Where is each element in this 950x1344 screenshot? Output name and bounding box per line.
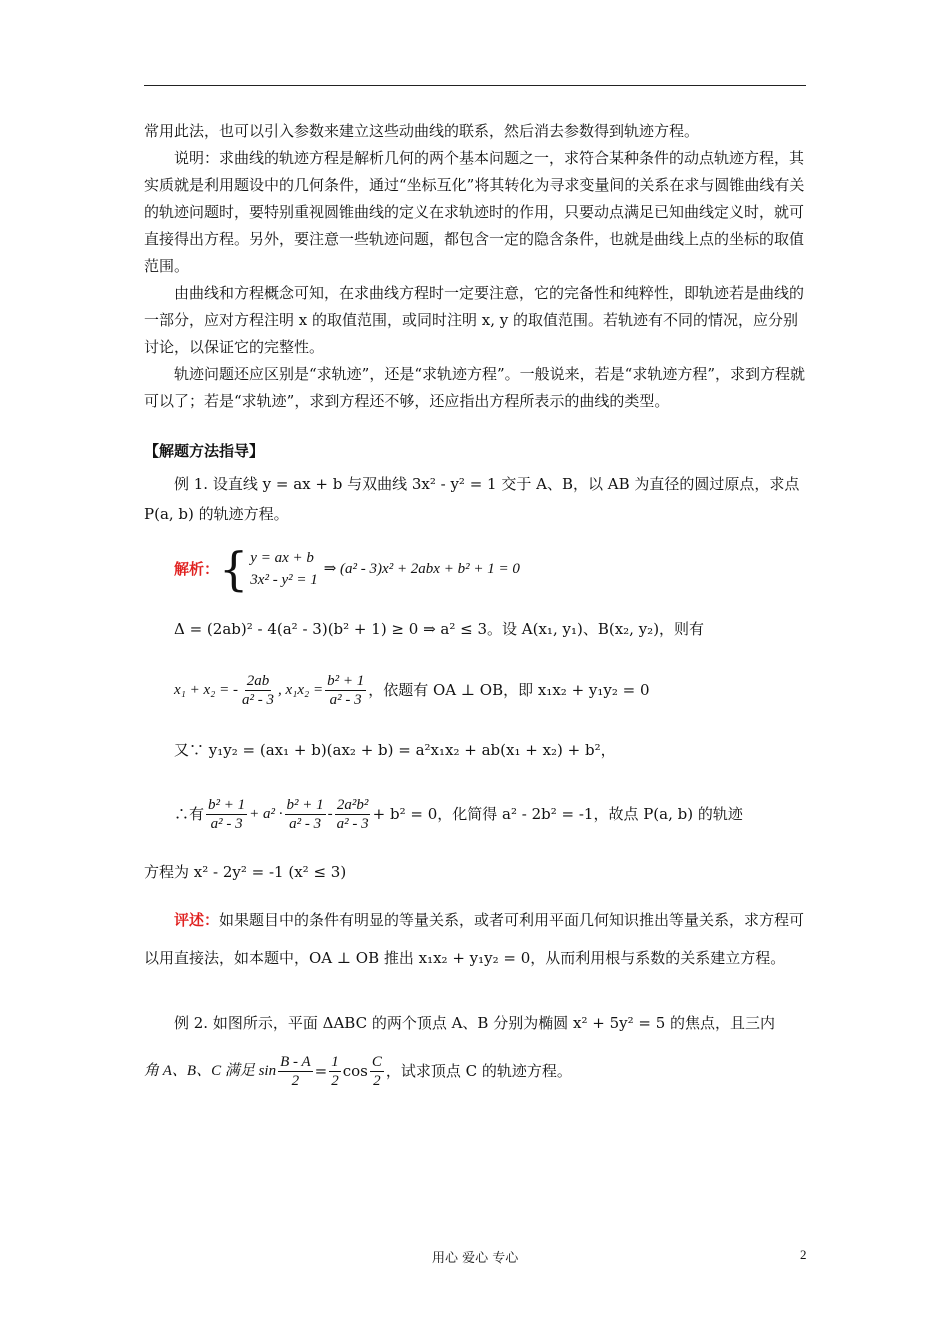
comment-paragraph: [144, 901, 806, 977]
example2-condition-prefix: 角 A、B、C 满足 sin: [144, 1062, 277, 1079]
system-eq-2: 3x² - y² = 1: [250, 572, 318, 588]
substitution-prefix: ∴有: [174, 804, 205, 823]
vieta-product-lhs: , x₁x₂ =: [277, 681, 324, 698]
discriminant-line: [144, 597, 806, 661]
fraction-numerator: 2ab: [246, 672, 270, 689]
fraction-numerator: 1: [331, 1053, 339, 1070]
section-title: 【解题方法指导】: [144, 442, 265, 460]
fraction-product: [325, 672, 366, 709]
fraction-term-3: [335, 796, 371, 833]
vieta-sum-lhs: x₁ + x₂ = -: [174, 681, 238, 698]
substitution-tail: + b² = 0，化简得 a² - 2b² = -1，故点 P(a, b) 的轨迹: [372, 804, 743, 823]
page-number: 2: [800, 1247, 807, 1262]
brace-glyph: {: [219, 542, 249, 596]
fraction-term-2: [285, 796, 326, 833]
example2-line-1: 例 2. 如图所示，平面 ΔABC 的两个顶点 A、B 分别为椭圆 x² + 5y² = 5 的焦点，且三内: [174, 1014, 776, 1032]
fraction-denominator: 2: [291, 1072, 300, 1089]
solution-label: 解析：: [174, 559, 220, 578]
fraction-numerator: C: [371, 1053, 382, 1070]
fraction-numerator: b² + 1: [327, 672, 365, 689]
substitution-line: [144, 781, 806, 847]
fraction-denominator: a² - 3: [289, 815, 322, 832]
equals-sign: =: [314, 1061, 328, 1080]
footer-text: 用心 爱心 专心: [432, 1251, 519, 1266]
example2-condition-tail: ，试求顶点 C 的轨迹方程。: [385, 1061, 572, 1080]
discriminant-text: Δ = (2ab)² - 4(a² - 3)(b² + 1) ≥ 0 ⇒ a² ≤ 3。设 A(x₁, y₁)、B(x₂, y₂)，则有: [174, 619, 705, 638]
fraction-denominator: a² - 3: [329, 691, 362, 708]
fraction-numerator: b² + 1: [208, 796, 246, 813]
system-eq-1: y = ax + b: [250, 550, 314, 566]
cos-text: cos: [342, 1061, 368, 1080]
substitution-mid-2: -: [327, 805, 333, 822]
fraction-half-angle: [278, 1053, 313, 1090]
fraction-c-half: [370, 1053, 384, 1090]
fraction-denominator: 2: [331, 1072, 339, 1089]
page-body: [144, 118, 806, 1099]
intro-paragraph-2: 说明：求曲线的轨迹方程是解析几何的两个基本问题之一，求符合某种条件的动点轨迹方程，其实质就是利用题设中的几何条件，通过“坐标互化”将其转化为寻求变量间的关系在求与圆锥曲线有关的轨迹问题时，要特别重视圆锥曲线的定义在求轨迹时的作用，只要动点满足已知曲线定义时，就可直接得出方程。另外，要注意一些轨迹问题，都包含一定的隐含条件，也就是曲线上点的坐标的取值范围。: [144, 149, 805, 275]
intro-paragraph-4: 轨迹问题还应区别是“求轨迹”，还是“求轨迹方程”。一般说来，若是“求轨迹方程”，求到方程就可以了；若是“求轨迹”，求到方程还不够，还应指出方程所表示的曲线的类型。: [144, 365, 806, 410]
intro-paragraph-3: 由曲线和方程概念可知，在求曲线方程时一定要注意，它的完备性和纯粹性，即轨迹若是曲线的一部分，应对方程注明 x 的取值范围，或同时注明 x, y 的取值范围。若轨迹有不同的情况，应分别讨论，以保证它的完整性。: [144, 284, 805, 356]
vieta-tail: ，依题有 OA ⊥ OB，即 x₁x₂ + y₁y₂ = 0: [368, 680, 650, 699]
intro-paragraph-1: 常用此法，也可以引入参数来建立这些动曲线的联系，然后消去参数得到轨迹方程。: [144, 122, 700, 140]
fraction-numerator: 2a²b²: [336, 796, 369, 813]
fraction-denominator: a² - 3: [336, 815, 369, 832]
fraction-denominator: a² - 3: [241, 691, 274, 708]
fraction-sum: [240, 672, 276, 709]
fraction-denominator: a² - 3: [210, 815, 243, 832]
substitution-mid-1: + a² ·: [249, 805, 283, 822]
vieta-line: [144, 661, 806, 719]
fraction-numerator: b² + 1: [286, 796, 324, 813]
fraction-denominator: 2: [373, 1072, 381, 1089]
header-rule: [144, 85, 806, 86]
result-line: 方程为 x² - 2y² = -1 (x² ≤ 3): [144, 863, 347, 881]
fraction-term-1: [206, 796, 247, 833]
system-result: ⇒ (a² - 3)x² + 2abx + b² + 1 = 0: [323, 560, 520, 577]
example1-statement: 例 1. 设直线 y = ax + b 与双曲线 3x² - y² = 1 交于 A、B，以 AB 为直径的圆过原点，求点 P(a, b) 的轨迹方程。: [144, 475, 800, 523]
example2-line-2: [144, 1043, 806, 1099]
equation-system: [219, 542, 318, 596]
product-expansion-line: [144, 719, 806, 781]
comment-label: 评述：: [174, 911, 220, 929]
comment-text: 如果题目中的条件有明显的等量关系，或者可利用平面几何知识推出等量关系，求方程可以用直接法，如本题中，OA ⊥ OB 推出 x₁x₂ + y₁y₂ = 0，从而利用根与系数的关系建立方程。: [144, 911, 805, 967]
fraction-numerator: B - A: [280, 1053, 311, 1070]
fraction-one-half: [329, 1053, 341, 1090]
product-expansion-text: 又∵ y₁y₂ = (ax₁ + b)(ax₂ + b) = a²x₁x₂ + ab(x₁ + x₂) + b²，: [174, 740, 616, 759]
solution-system-line: [144, 541, 806, 597]
